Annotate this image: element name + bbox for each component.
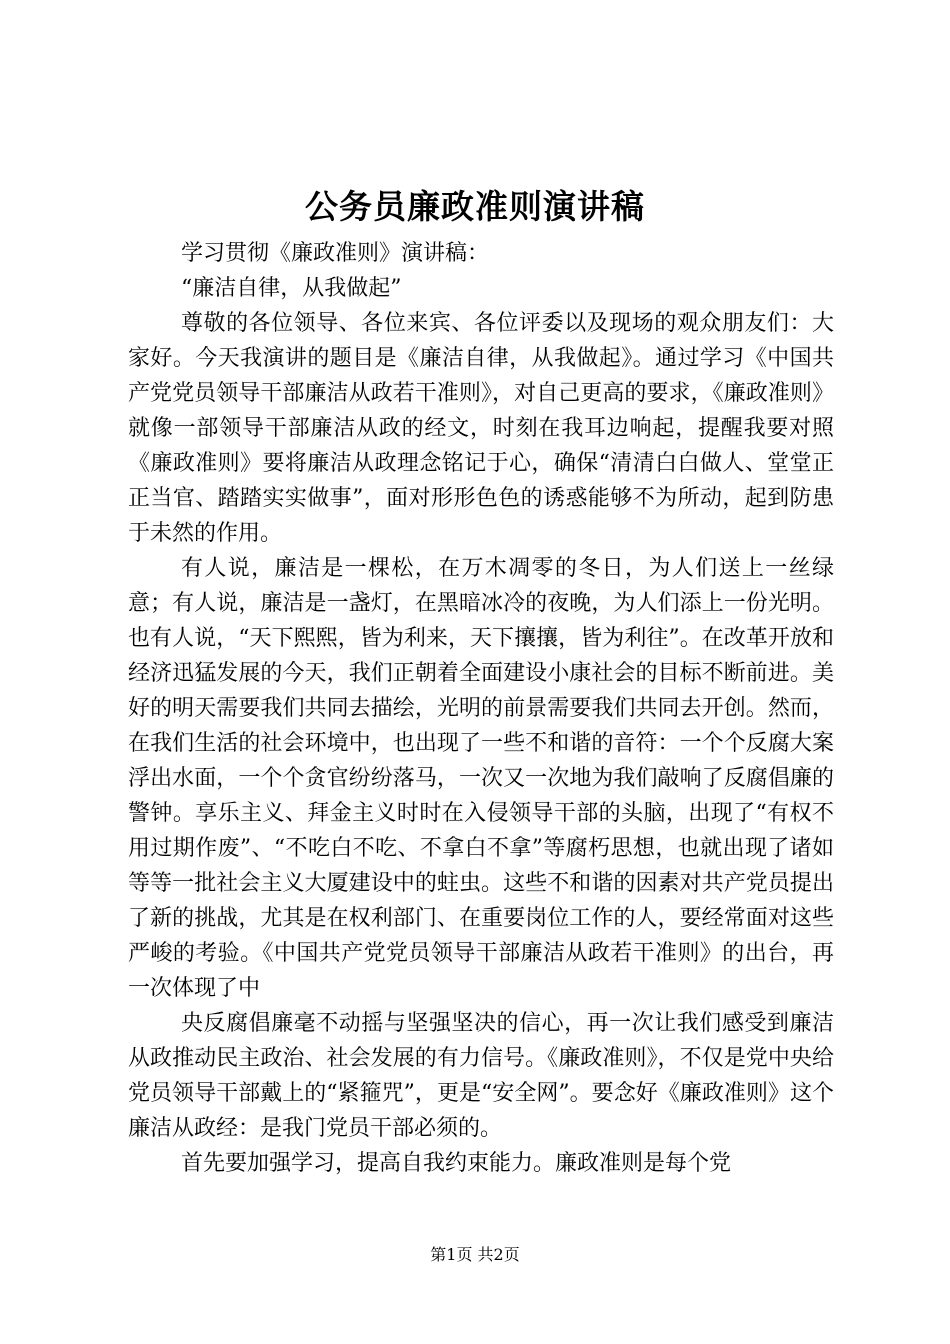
document-body (128, 236, 834, 1181)
paragraph-slogan: “廉洁自律，从我做起” (181, 276, 402, 301)
paragraph-body-3: 首先要加强学习，提高自我约束能力。廉政准则是每个党 (181, 1151, 732, 1176)
paragraph-body-2: 央反腐倡廉毫不动摇与坚强坚决的信心，再一次让我们感受到廉洁从政推动民主政治、社会发展的有力信号。《廉政准则》，不仅是党中央给党员领导干部戴上的“紧箍咒”，更是“安全网”。要念好《廉政准则》这个廉洁从政经：是我门党员干部必须的。 (128, 1011, 834, 1141)
paragraph-greeting: 尊敬的各位领导、各位来宾、各位评委以及现场的观众朋友们：大家好。今天我演讲的题目是《廉洁自律，从我做起》。通过学习《中国共产党党员领导干部廉洁从政若干准则》，对自己更高的要求，《廉政准则》就像一部领导干部廉洁从政的经文，时刻在我耳边响起，提醒我要对照《廉政准则》要将廉洁从政理念铭记于心，确保“清清白白做人、堂堂正正当官、踏踏实实做事”，面对形形色色的诱惑能够不为所动，起到防患于未然的作用。 (128, 311, 834, 546)
paragraph-subtitle: 学习贯彻《廉政准则》演讲稿： (181, 241, 490, 266)
paragraph-body-1: 有人说，廉洁是一棵松，在万木凋零的冬日，为人们送上一丝绿意；有人说，廉洁是一盏灯，在黑暗冰冷的夜晚，为人们添上一份光明。也有人说，“天下熙熙，皆为利来，天下攘攘，皆为利往”。在改革开放和经济迅猛发展的今天，我们正朝着全面建设小康社会的目标不断前进。美好的明天需要我们共同去描绘，光明的前景需要我们共同去开创。然而，在我们生活的社会环境中，也出现了一些不和谐的音符：一个个反腐大案浮出水面，一个个贪官纷纷落马，一次又一次地为我们敲响了反腐倡廉的警钟。享乐主义、拜金主义时时在入侵领导干部的头脑，出现了“有权不用过期作废”、“不吃白不吃、不拿白不拿”等腐朽思想，也就出现了诸如等等一批社会主义大厦建设中的蛀虫。这些不和谐的因素对共产党员提出了新的挑战，尤其是在权利部门、在重要岗位工作的人，要经常面对这些严峻的考验。《中国共产党党员领导干部廉洁从政若干准则》的出台，再一次体现了中 (128, 556, 834, 1001)
document-title: 公务员廉政准则演讲稿 (305, 187, 645, 226)
page-number-footer: 第1页 共2页 (430, 1245, 520, 1264)
